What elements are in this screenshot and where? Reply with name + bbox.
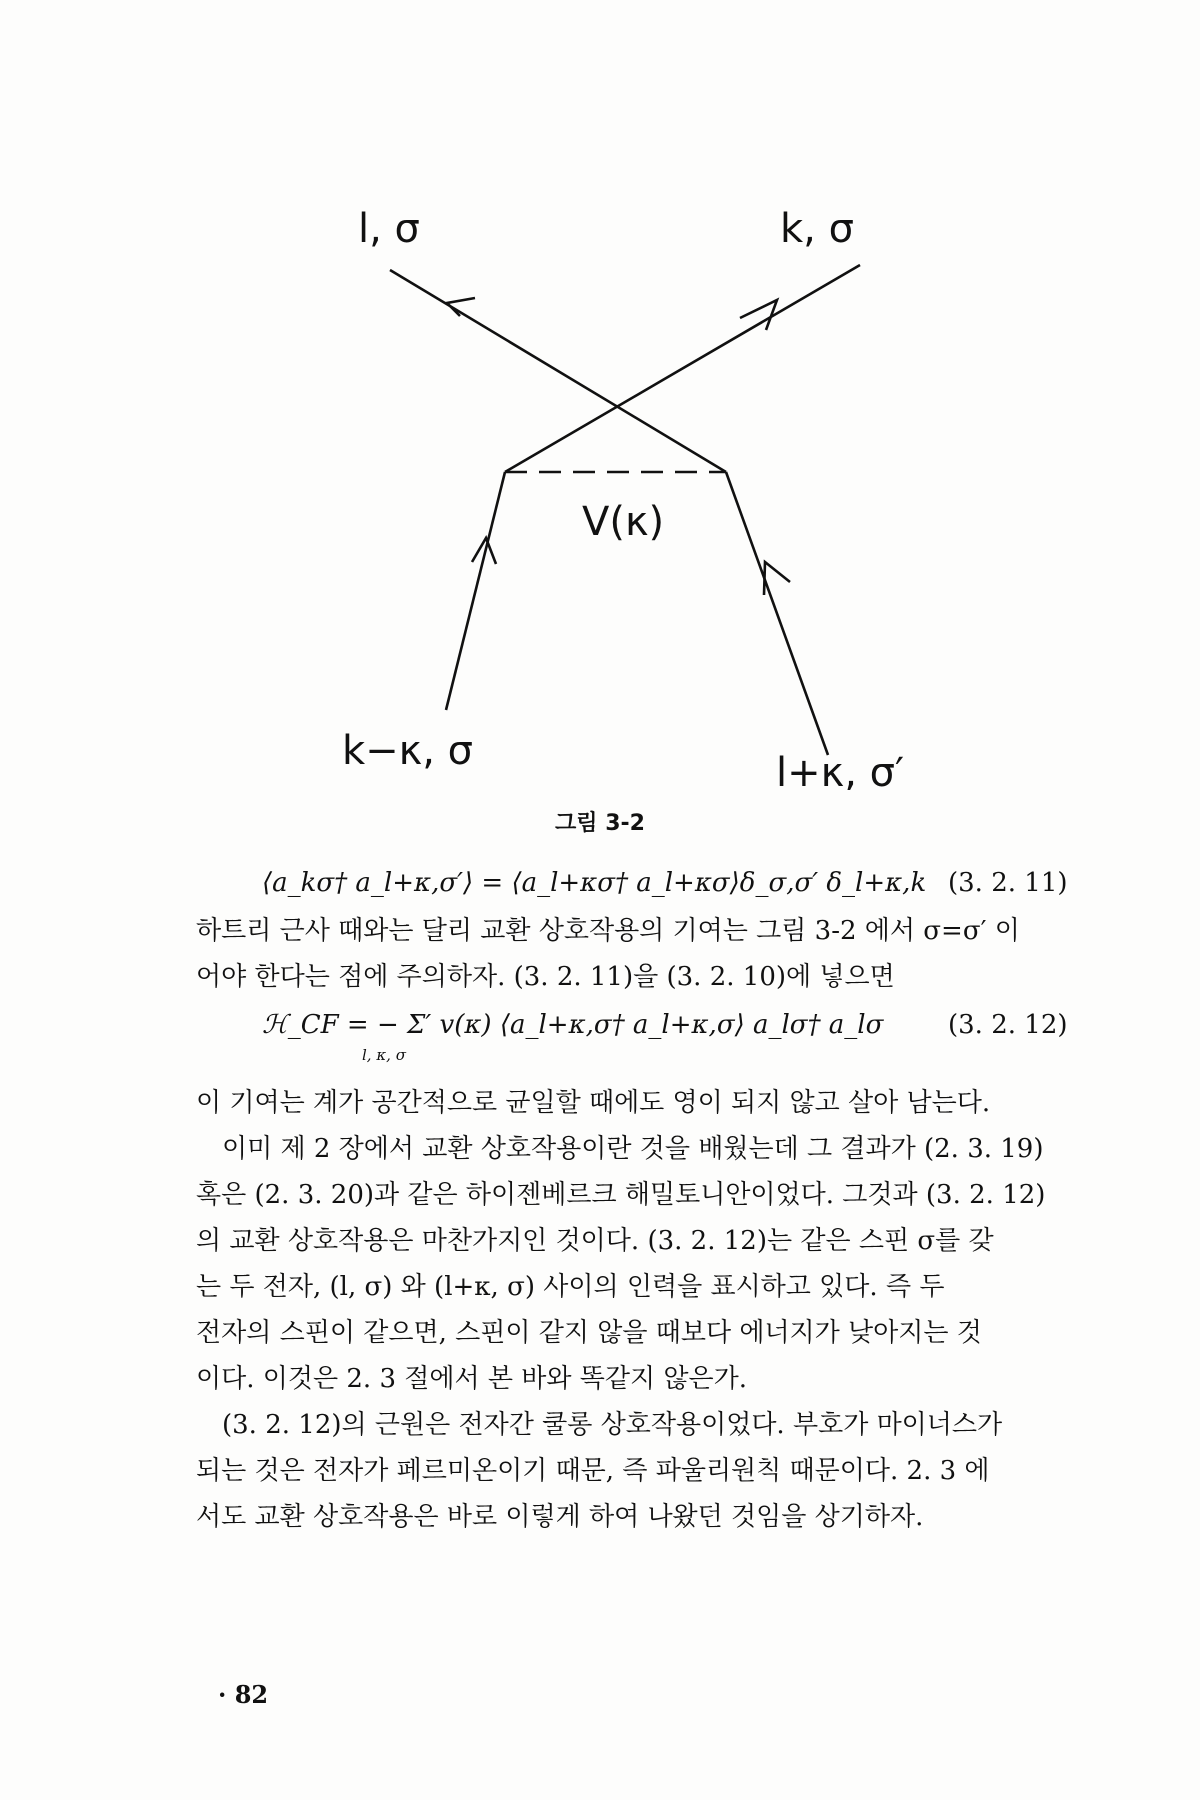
- incoming-line-left: [446, 472, 505, 710]
- label-bottom-left: k−κ, σ: [342, 728, 474, 774]
- text-line: 이다. 이것은 2. 3 절에서 본 바와 똑같지 않은가.: [196, 1364, 747, 1394]
- equation-number: (3. 2. 11): [948, 868, 1068, 898]
- equation-expression: ℋ_CF = − Σ′ v(κ) ⟨a_l+κ,σ† a_l+κ,σ⟩ a_lσ† a_lσ: [262, 1010, 884, 1040]
- electron-line-k: [505, 265, 860, 472]
- text-line: 의 교환 상호작용은 마찬가지인 것이다. (3. 2. 12)는 같은 스핀 σ를 갖: [196, 1226, 994, 1256]
- equation-expression: ⟨a_kσ† a_l+κ,σ′⟩ = ⟨a_l+κσ† a_l+κσ⟩δ_σ,σ′ δ_l+κ,k: [262, 868, 927, 898]
- label-top-right: k, σ: [780, 206, 854, 252]
- text-line: 이미 제 2 장에서 교환 상호작용이란 것을 배웠는데 그 결과가 (2. 3. 19): [222, 1134, 1044, 1164]
- feynman-diagram: [300, 190, 960, 790]
- paragraph-2: [196, 1080, 1086, 1540]
- figure-caption: 그림 3-2: [555, 811, 645, 836]
- text-line: 혹은 (2. 3. 20)과 같은 하이젠베르크 해밀토니안이었다. 그것과 (3. 2. 12): [196, 1180, 1046, 1210]
- label-bottom-right: l+κ, σ′: [776, 750, 905, 790]
- text-line: 서도 교환 상호작용은 바로 이렇게 하여 나왔던 것임을 상기하자.: [196, 1502, 924, 1532]
- text-line: 되는 것은 전자가 페르미온이기 때문, 즉 파울리원칙 때문이다. 2. 3 에: [196, 1456, 990, 1486]
- label-interaction: V(κ): [582, 499, 665, 545]
- text-line: (3. 2. 12)의 근원은 전자간 쿨롱 상호작용이었다. 부호가 마이너스가: [222, 1410, 1003, 1440]
- sum-index: l, κ, σ: [362, 1046, 406, 1064]
- equation-number: (3. 2. 12): [948, 1010, 1068, 1040]
- text-line: 는 두 전자, (l, σ) 와 (l+κ, σ) 사이의 인력을 표시하고 있다. 즉 두: [196, 1272, 945, 1302]
- text-line: 하트리 근사 때와는 달리 교환 상호작용의 기여는 그림 3-2 에서 σ=σ′ 이: [196, 916, 1020, 946]
- incoming-line-right: [726, 472, 828, 755]
- page-number: · 82: [218, 1680, 269, 1709]
- text-line: 이 기여는 계가 공간적으로 균일할 때에도 영이 되지 않고 살아 남는다.: [196, 1088, 991, 1118]
- label-top-left: l, σ: [358, 206, 420, 252]
- equation-3-2-12: [262, 1010, 883, 1040]
- text-line: 어야 한다는 점에 주의하자. (3. 2. 11)을 (3. 2. 10)에 넣으면: [196, 962, 895, 992]
- paragraph-1: [196, 908, 1086, 1000]
- equation-3-2-11: [262, 868, 926, 898]
- text-line: 전자의 스핀이 같으면, 스핀이 같지 않을 때보다 에너지가 낮아지는 것: [196, 1318, 982, 1348]
